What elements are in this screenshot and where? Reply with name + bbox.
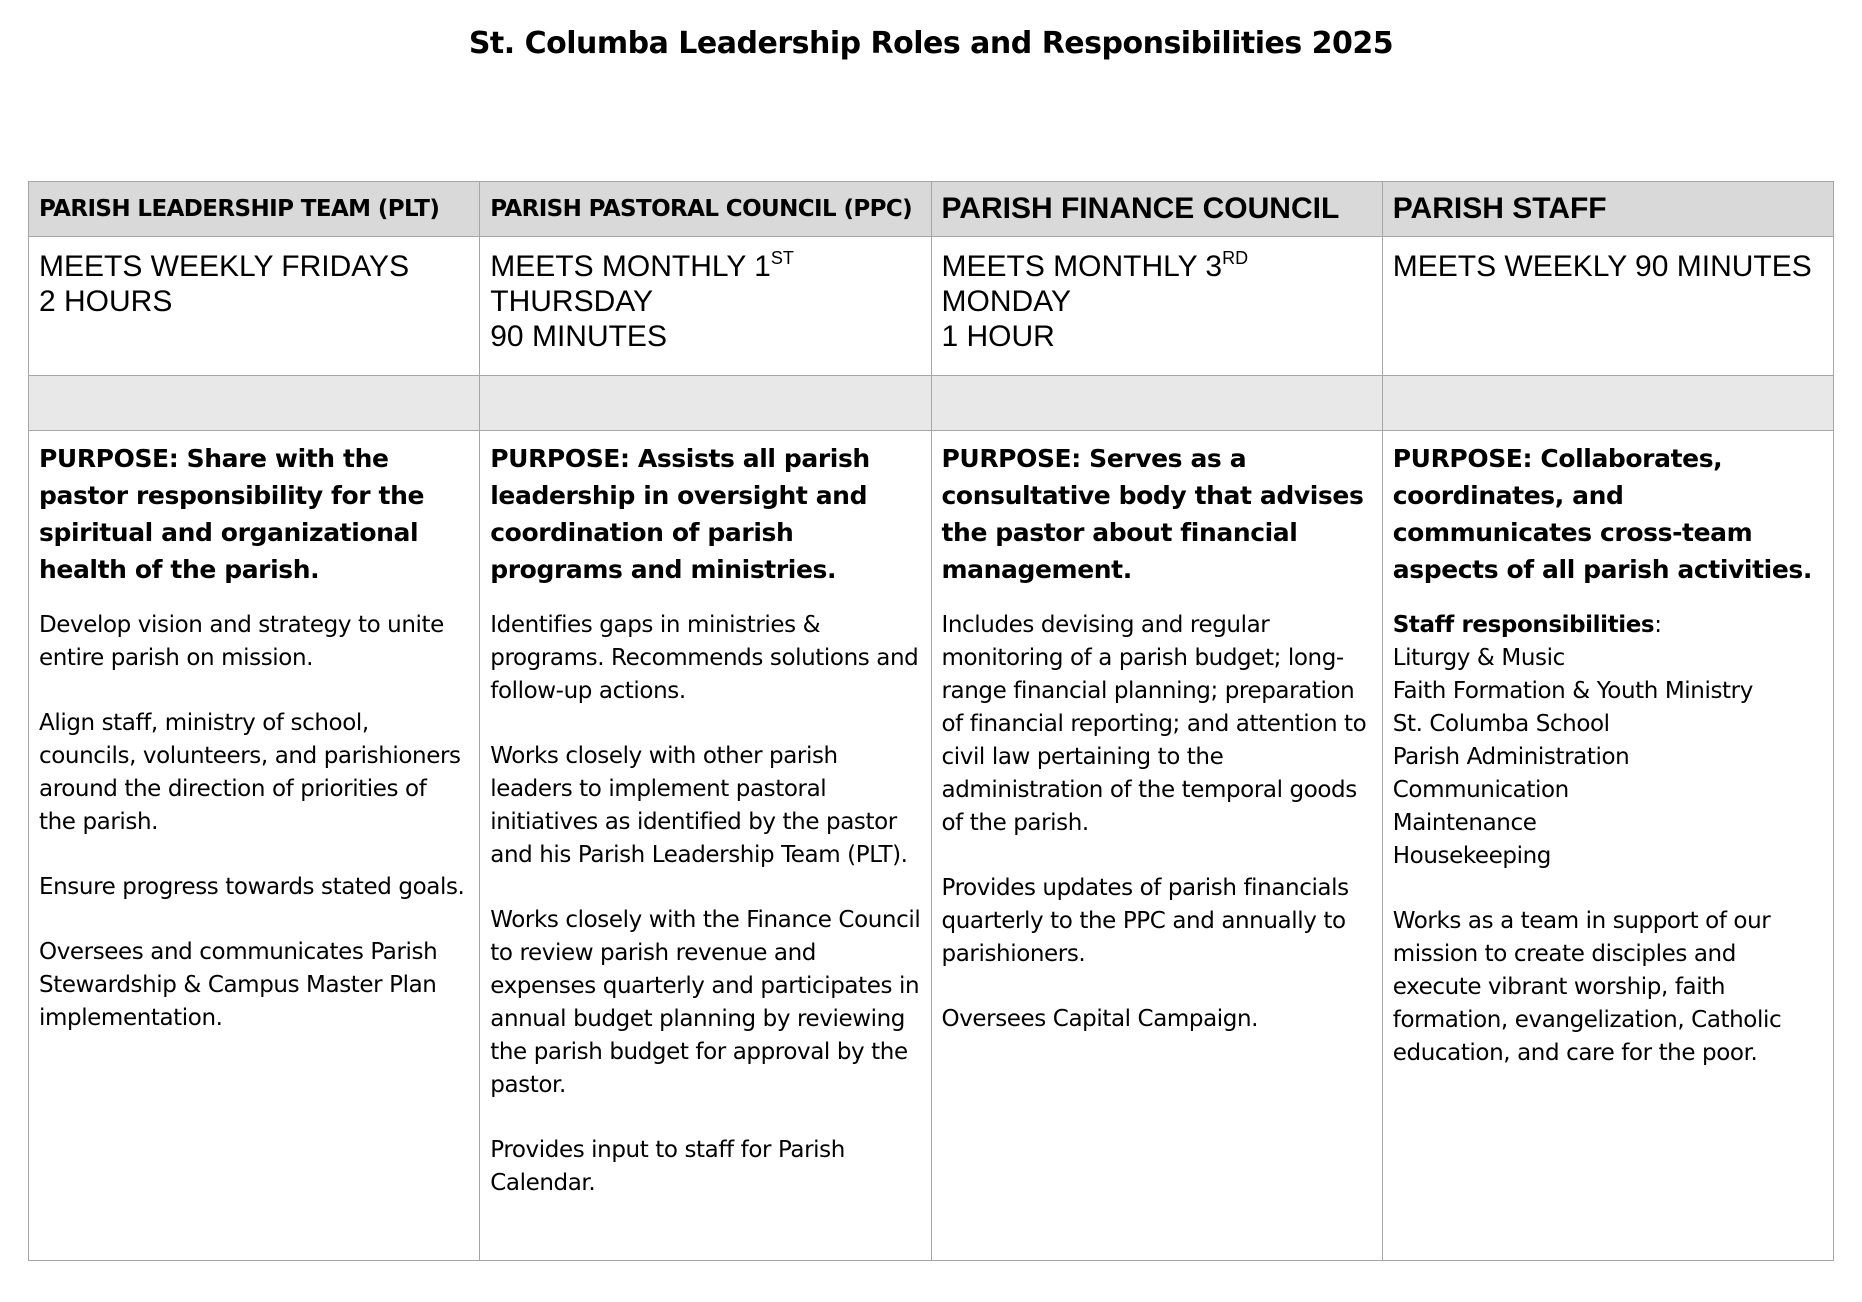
meets-cell-staff — [1382, 237, 1833, 376]
description-paragraph: Works closely with the Finance Council to review parish revenue and expenses quarterly and participates in annual budget planning by reviewing the parish budget for approval by the pastor. — [490, 907, 921, 1098]
list-item: Housekeeping — [1392, 843, 1551, 869]
body-cell-ppc — [480, 431, 931, 1261]
roles-table — [28, 181, 1834, 1261]
meets-line: 1 HOUR — [941, 320, 1055, 353]
responsibilities-heading: Staff responsibilities: — [1392, 612, 1662, 638]
description-paragraph: Align staff, ministry of school, councils, volunteers, and parishioners around the direction of priorities of the parish. — [39, 710, 461, 835]
description-paragraph: Ensure progress towards stated goals. — [39, 874, 465, 900]
description-paragraph: Works as a team in support of our mission to create disciples and execute vibrant worship, faith formation, evangelization, Catholic education, and care for the poor. — [1392, 908, 1782, 1066]
list-item: Liturgy & Music — [1392, 645, 1565, 671]
staff-responsibilities-list — [1393, 609, 1823, 873]
ordinal-suffix: ST — [770, 248, 794, 268]
header-cell-staff: PARISH STAFF — [1382, 182, 1833, 237]
body-cell-finance — [931, 431, 1382, 1261]
meets-line: MEETS MONTHLY 3RD — [941, 248, 1249, 283]
list-item: Faith Formation & Youth Ministry — [1392, 678, 1753, 704]
document-title: St. Columba Leadership Roles and Responsibilities 2025 — [468, 26, 1394, 61]
description-paragraph: Identifies gaps in ministries & programs. Recommends solutions and follow-up actions. — [490, 612, 919, 704]
description-paragraph: Provides input to staff for Parish Calendar. — [490, 1137, 845, 1196]
purpose-statement: PURPOSE: Share with the pastor responsibility for the spiritual and organizational health of the parish. — [39, 444, 425, 584]
meets-line: MONDAY — [941, 285, 1071, 318]
meets-line: MEETS WEEKLY FRIDAYS — [39, 250, 410, 283]
spacer-cell — [480, 376, 931, 431]
meets-cell-finance — [931, 237, 1382, 376]
meets-line: MEETS MONTHLY 1ST — [490, 248, 794, 283]
meets-line: 90 MINUTES — [490, 320, 667, 353]
description-paragraph: Provides updates of parish financials quarterly to the PPC and annually to parishioners. — [941, 875, 1349, 967]
meeting-schedule-row — [29, 237, 1834, 376]
list-item: Communication — [1392, 777, 1569, 803]
body-cell-plt — [29, 431, 480, 1261]
ordinal-suffix: RD — [1222, 248, 1249, 268]
meets-line: THURSDAY — [490, 285, 654, 318]
header-cell-finance: PARISH FINANCE COUNCIL — [931, 182, 1382, 237]
spacer-cell — [29, 376, 480, 431]
purpose-statement: PURPOSE: Serves as a consultative body that advises the pastor about financial management. — [941, 444, 1364, 584]
description-paragraph: Oversees and communicates Parish Stewardship & Campus Master Plan implementation. — [39, 939, 438, 1031]
meets-cell-plt — [29, 237, 480, 376]
meets-cell-ppc — [480, 237, 931, 376]
spacer-cell — [1382, 376, 1833, 431]
description-paragraph: Oversees Capital Campaign. — [941, 1006, 1259, 1032]
list-item: Parish Administration — [1392, 744, 1630, 770]
list-item: Maintenance — [1392, 810, 1537, 836]
description-paragraph: Works closely with other parish leaders to implement pastoral initiatives as identified by the pastor and his Parish Leadership Team (PLT). — [490, 743, 908, 868]
responsibilities-row — [29, 431, 1834, 1261]
list-item: St. Columba School — [1392, 711, 1610, 737]
purpose-statement: PURPOSE: Collaborates, coordinates, and communicates cross-team aspects of all parish activities. — [1392, 444, 1812, 584]
table-header-row — [29, 182, 1834, 237]
description-paragraph: Includes devising and regular monitoring of a parish budget; long-range financial planning; preparation of financial reporting; and attention to civil law pertaining to the administration of the temporal goods of the parish. — [941, 612, 1367, 836]
meets-line: 2 HOURS — [39, 285, 173, 318]
header-cell-ppc: PARISH PASTORAL COUNCIL (PPC) — [480, 182, 931, 237]
meets-line: MEETS WEEKLY 90 MINUTES — [1392, 250, 1812, 283]
header-cell-plt: PARISH LEADERSHIP TEAM (PLT) — [29, 182, 480, 237]
body-cell-staff — [1382, 431, 1833, 1261]
spacer-row — [29, 376, 1834, 431]
description-paragraph: Develop vision and strategy to unite entire parish on mission. — [39, 612, 444, 671]
spacer-cell — [931, 376, 1382, 431]
purpose-statement: PURPOSE: Assists all parish leadership in oversight and coordination of parish programs and ministries. — [490, 444, 870, 584]
